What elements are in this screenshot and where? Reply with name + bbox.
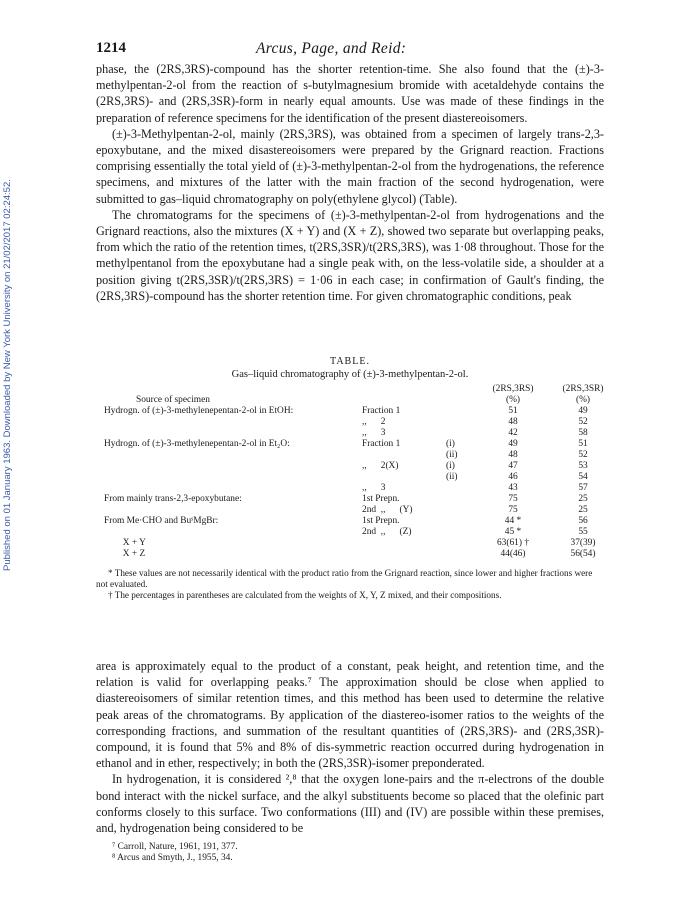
paragraph: phase, the (2RS,3RS)-compound has the shorter retention-time. She also found that the (±)-3-methylpentan-2-ol from the reaction of s-butylmagnesium bromide with acetaldehyde contains the (2RS,3RS)- and (2RS,3SR)-form in nearly equal amounts. Use was made of these findings in the preparation of reference specimens for the identification of the present diastereoisomers.: [96, 62, 604, 125]
row-subfraction: (i): [446, 439, 455, 449]
table-row: [96, 417, 604, 428]
row-value-rs: 44(46): [500, 549, 526, 559]
row-value-sr: 25: [578, 494, 588, 504]
row-value-rs: 44 *: [504, 516, 522, 526]
row-value-rs: 47: [508, 461, 518, 471]
row-source: Hydrogn. of (±)-3-methylenepentan-2-ol in EtOH:: [104, 406, 294, 416]
references: [112, 842, 602, 864]
table-row: [96, 439, 604, 450]
row-value-rs: 46: [508, 472, 518, 482]
table-row: [96, 483, 604, 494]
row-value-rs: 48: [508, 450, 518, 460]
row-value-sr: 53: [578, 461, 588, 471]
row-value-sr: 52: [578, 450, 588, 460]
row-source: X + Z: [104, 549, 146, 559]
table-caption: Gas–liquid chromatography of (±)-3-methylpentan-2-ol.: [231, 369, 469, 380]
row-value-rs: 75: [508, 505, 518, 515]
table-row: [96, 472, 604, 483]
row-source: From mainly trans-2,3-epoxybutane:: [104, 494, 242, 504]
row-value-sr: 52: [578, 417, 588, 427]
reference: ⁸ Arcus and Smyth, J., 1955, 34.: [112, 853, 233, 863]
paragraph: The chromatograms for the specimens of (±)-3-methylpentan-2-ol from hydrogenations and the Grignard reactions, also the mixtures (X + Y) and (X + Z), showed two separate but overlapping peaks, from which the ratio of the retention times, t(2RS,3SR)/t(2RS,3RS), was 1·08 throughout. Those for the methylpentanol from the epoxybutane had a single peak with, on the less-volatile side, a shoulder at a position giving t(2RS,3SR)/t(2RS,3RS) = 1·06 in each case; in confirmation of Gault's finding, the (2RS,3RS)-compound has the shorter retention time. For given chromatographic conditions, peak: [96, 207, 604, 303]
row-value-sr: 49: [578, 406, 588, 416]
column-header-source: Source of specimen: [136, 395, 210, 405]
table-body: [96, 406, 604, 560]
row-subfraction: (i): [446, 461, 455, 471]
row-value-rs: 49: [508, 439, 518, 449]
column-header-sr-unit: (%): [575, 395, 591, 405]
running-head: Arcus, Page, and Reid:: [256, 40, 407, 57]
table-row: [96, 450, 604, 461]
column-header-rs: (2RS,3RS): [492, 384, 534, 394]
table-row: [96, 428, 604, 439]
row-value-rs: 51: [508, 406, 518, 416]
row-value-sr: 58: [578, 428, 588, 438]
data-table: [96, 356, 604, 601]
table-row: [96, 406, 604, 417]
table-row: [96, 494, 604, 505]
row-value-rs: 63(61) †: [496, 538, 530, 548]
row-value-rs: 42: [508, 428, 518, 438]
row-subfraction: (ii): [446, 472, 458, 482]
row-fraction: ,, 3: [362, 428, 386, 438]
row-value-sr: 57: [578, 483, 588, 493]
row-value-sr: 55: [578, 527, 588, 537]
column-header-sr: (2RS,3SR): [562, 384, 604, 394]
paragraph: In hydrogenation, it is considered ²,⁸ that the oxygen lone-pairs and the π-electrons of the double bond interact with the nickel surface, and the alkyl substituents become so placed that the olefinic part conforms closely to this surface. Two conformations (III) and (IV) are possible within these premises, and, hydrogenation being considered to be: [96, 772, 604, 836]
row-value-sr: 54: [578, 472, 588, 482]
row-fraction: Fraction 1: [362, 439, 401, 449]
table-row: [96, 538, 604, 549]
table-header: [96, 384, 604, 406]
row-value-rs: 43: [508, 483, 518, 493]
body-text-top: [96, 61, 604, 304]
row-fraction: 2nd ,, (Z): [362, 527, 412, 537]
table-row: [96, 461, 604, 472]
paragraph: (±)-3-Methylpentan-2-ol, mainly (2RS,3RS), was obtained from a specimen of largely trans-2,3-epoxybutane, and the mixed disastereoisomers were prepared by the Grignard reaction. Fractions comprising essentially the total yield of (±)-3-methylpentan-2-ol from the hydrogenations, the reference specimens, and mixtures of the latter with the main fraction of the second hydrogenation, were submitted to gas–liquid chromatography on poly(ethylene glycol) (Table).: [96, 126, 604, 206]
row-value-rs: 75: [508, 494, 518, 504]
table-footnotes: [96, 568, 604, 601]
row-value-sr: 51: [578, 439, 588, 449]
page-number: 1214: [96, 40, 126, 56]
table-footnote: † The percentages in parentheses are calculated from the weights of X, Y, Z mixed, and their compositions.: [108, 590, 502, 600]
table-row: [96, 516, 604, 527]
table-footnote: * These values are not necessarily identical with the product ratio from the Grignard reaction, since lower and higher fractions were not evaluated.: [96, 568, 593, 589]
row-value-rs: 48: [508, 417, 518, 427]
reference: ⁷ Carroll, Nature, 1961, 191, 377.: [112, 842, 238, 852]
paragraph: area is approximately equal to the product of a constant, peak height, and retention time, and the relation is valid for overlapping peaks.⁷ The approximation should be close when applied to diastereoisomers of similar retention times, and this method has been used to determine the relative peak areas of the chromatograms. By application of the diastereo-isomer ratios to the weights of the corresponding fractions, and summation of the resultant quantities of (2RS,3RS)- and (2RS,3SR)-compound, it is found that 5% and 8% of dis-symmetric reaction occurred during hydrogenation in ethanol and in ether, respectively; in both the (2RS,3SR)-isomer preponderated.: [96, 659, 604, 771]
row-subfraction: (ii): [446, 450, 458, 460]
table-row: [96, 549, 604, 560]
table-title: TABLE.: [330, 356, 370, 367]
row-fraction: 1st Prepn.: [362, 516, 400, 526]
table-row: [96, 527, 604, 538]
row-source: X + Y: [104, 538, 146, 548]
body-text-bottom: [96, 658, 604, 836]
row-value-sr: 37(39): [570, 538, 596, 548]
row-fraction: 2nd ,, (Y): [362, 505, 413, 515]
row-value-sr: 56: [578, 516, 588, 526]
table-row: [96, 505, 604, 516]
row-value-sr: 56(54): [570, 549, 596, 559]
row-value-rs: 45 *: [504, 527, 522, 537]
row-fraction: 1st Prepn.: [362, 494, 400, 504]
row-value-sr: 25: [578, 505, 588, 515]
row-source: From Me·CHO and BuˢMgBr:: [104, 516, 219, 526]
row-fraction: Fraction 1: [362, 406, 401, 416]
row-fraction: ,, 2(X): [362, 461, 399, 471]
row-fraction: ,, 3: [362, 483, 386, 493]
row-source: Hydrogn. of (±)-3-methylenepentan-2-ol in Et₂O:: [104, 439, 290, 449]
row-fraction: ,, 2: [362, 417, 386, 427]
download-notice: Published on 01 January 1963. Downloaded by New York University on 21/02/2017 02:24:52.: [2, 179, 13, 571]
column-header-rs-unit: (%): [505, 395, 521, 405]
